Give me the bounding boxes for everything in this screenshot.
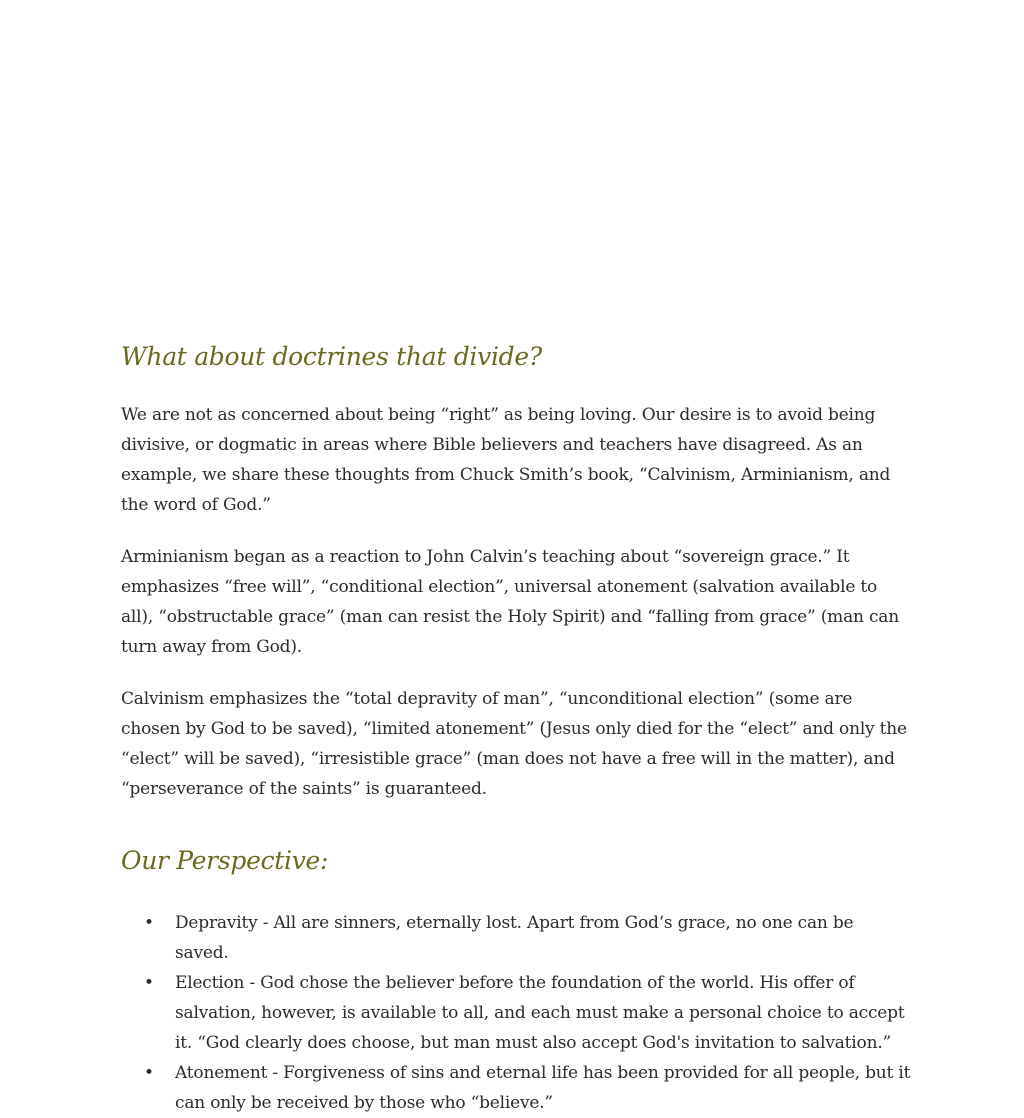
bullet-icon: •: [144, 973, 154, 993]
list-item-election: [144, 968, 911, 1058]
bullet-icon: •: [144, 1063, 154, 1083]
list-item-depravity: [144, 908, 911, 968]
perspective-list: [121, 908, 911, 1118]
page-content: [121, 338, 911, 1118]
list-item-atonement: [144, 1058, 911, 1118]
section-heading-perspective: Our Perspective:: [121, 846, 329, 875]
paragraph-calvinism: Calvinism emphasizes the “total depravity of man”, “unconditional election” (some are chosen by God to be saved), “limited atonement” (Jesus only died for the “elect” and only the “elect” will be saved), “irresistible grace” (man does not have a free will in the matter), and “perseverance of the saints” is guaranteed.: [121, 689, 907, 799]
list-item-text: Election - God chose the believer before the foundation of the world. His offer of salvation, however, is available to all, and each must make a personal choice to accept it. “God clearly does choose, but man must also accept God's invitation to salvation.”: [175, 973, 905, 1053]
list-item-text: Depravity - All are sinners, eternally lost. Apart from God‘s grace, no one can be saved.: [175, 913, 854, 963]
paragraph-intro: We are not as concerned about being “right” as being loving. Our desire is to avoid being divisive, or dogmatic in areas where Bible believers and teachers have disagreed. As an example, we share these thoughts from Chuck Smith’s book, “Calvinism, Arminianism, and the word of God.”: [121, 405, 891, 515]
section-heading-doctrines: What about doctrines that divide?: [121, 342, 542, 371]
paragraph-arminianism: Arminianism began as a reaction to John Calvin’s teaching about “sovereign grace.” It emphasizes “free will”, “conditional election”, universal atonement (salvation available to all), “obstructable grace” (man can resist the Holy Spirit) and “falling from grace” (man can turn away from God).: [121, 547, 899, 657]
bullet-icon: •: [144, 913, 154, 933]
list-item-text: Atonement - Forgiveness of sins and eternal life has been provided for all people, but it can only be received by those who “believe.”: [175, 1063, 911, 1113]
